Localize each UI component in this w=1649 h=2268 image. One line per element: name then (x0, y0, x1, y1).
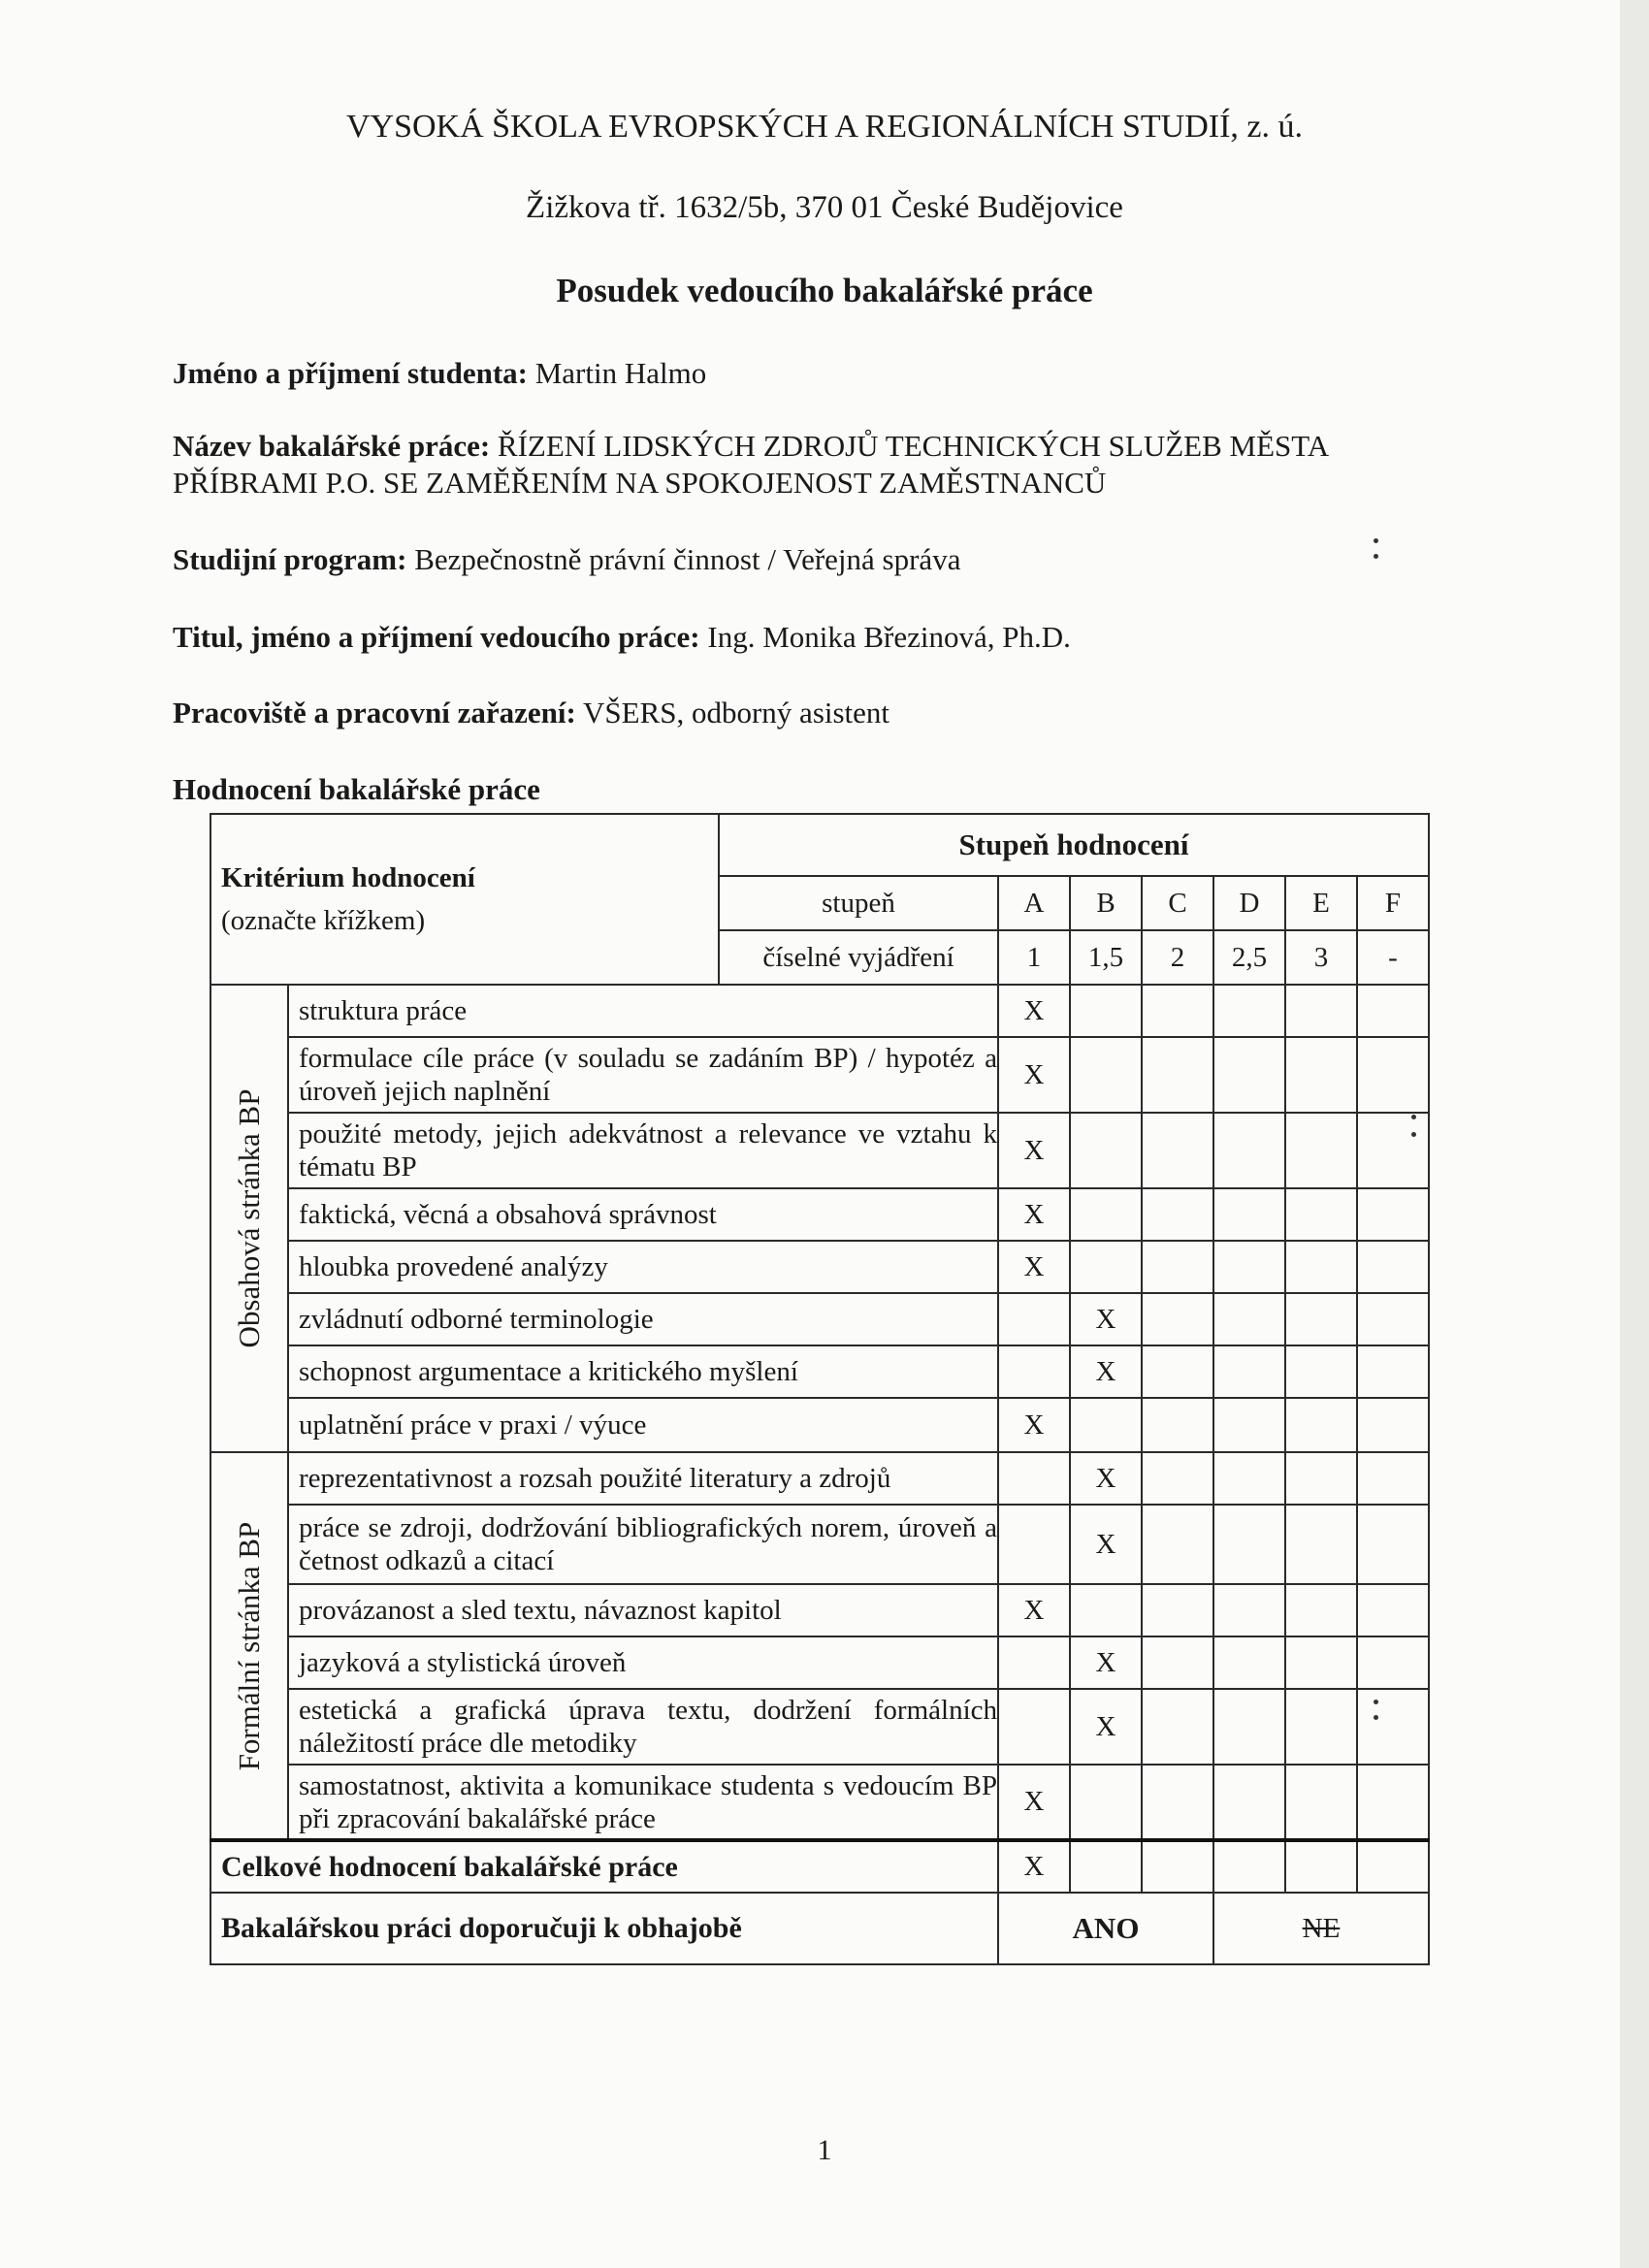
group-label: Obsahová stránka BP (232, 1088, 266, 1348)
grade-mark: X (1070, 1505, 1142, 1584)
grade-mark-cell (1213, 1505, 1285, 1584)
grade-mark-cell (1357, 1584, 1429, 1636)
grade-mark-cell (1142, 1840, 1213, 1893)
criterion-text: jazyková a stylistická úroveň (288, 1636, 998, 1689)
group-label: Formální stránka BP (232, 1521, 266, 1770)
grade-mark-cell (1285, 1037, 1357, 1113)
recommend-yes: ANO (998, 1893, 1213, 1964)
criterion-text: schopnost argumentace a kritického myšlení (288, 1345, 998, 1398)
criterion-row (210, 1636, 1429, 1689)
grade-letter: B (1070, 876, 1142, 930)
grade-mark-cell (1070, 1113, 1142, 1188)
grade-mark-cell (998, 1689, 1070, 1765)
thesis-value-1: ŘÍZENÍ LIDSKÝCH ZDROJŮ TECHNICKÝCH SLUŽEB MĚSTA (497, 429, 1330, 463)
grade-mark-cell (998, 1452, 1070, 1505)
grade-mark-cell (1142, 1765, 1213, 1840)
workplace-value: VŠERS, odborný asistent (583, 696, 890, 729)
grade-mark-cell (1070, 1584, 1142, 1636)
grade-mark-cell (1285, 1584, 1357, 1636)
grade-mark-cell (1213, 1345, 1285, 1398)
program-value: Bezpečnostně právní činnost / Veřejná správa (414, 542, 961, 576)
criterion-row (210, 1037, 1429, 1113)
grade-mark-cell (1357, 1452, 1429, 1505)
grade-letter: C (1142, 876, 1213, 930)
grade-mark-cell (1357, 1765, 1429, 1840)
grade-mark-cell (1213, 1689, 1285, 1765)
grade-mark: X (1070, 1636, 1142, 1689)
grade-mark-cell (1142, 1584, 1213, 1636)
criterion-text: použité metody, jejich adekvátnost a relevance ve vztahu k tématu BP (288, 1113, 998, 1188)
grade-numeric: 2 (1142, 930, 1213, 985)
grade-mark-cell (1213, 1113, 1285, 1188)
grade-mark-cell (1357, 1636, 1429, 1689)
student-value: Martin Halmo (534, 356, 707, 390)
grade-mark: X (998, 1584, 1070, 1636)
grade-mark-cell (1213, 1241, 1285, 1293)
criterion-row (210, 1689, 1429, 1765)
grade-mark: X (998, 1037, 1070, 1113)
grade-mark: X (1070, 1689, 1142, 1765)
grade-mark-cell (1357, 1241, 1429, 1293)
grade-mark-cell (998, 1505, 1070, 1584)
program-line: Studijní program: Bezpečnostně právní činnost / Veřejná správa (173, 542, 961, 576)
grade-mark: X (998, 985, 1070, 1037)
grade-mark-cell (1213, 1037, 1285, 1113)
grade-mark: X (998, 1398, 1070, 1452)
thesis-label: Název bakalářské práce (173, 429, 480, 463)
workplace-line: Pracoviště a pracovní zařazení: VŠERS, odborný asistent (173, 696, 890, 729)
grade-mark-cell (1213, 1452, 1285, 1505)
criterion-row (210, 1188, 1429, 1241)
criterion-row (210, 1398, 1429, 1452)
grade-numeric: 1,5 (1070, 930, 1142, 985)
supervisor-value: Ing. Monika Březinová, Ph.D. (707, 620, 1071, 654)
section-title: Hodnocení bakalářské práce (173, 772, 540, 806)
criterion-text: hloubka provedené analýzy (288, 1241, 998, 1293)
grade-mark-cell (1070, 1840, 1142, 1893)
scan-speck (1374, 1715, 1378, 1720)
supervisor-label: Titul, jméno a příjmení vedoucího práce (173, 620, 691, 654)
grade-letter: E (1285, 876, 1357, 930)
grade-mark: X (1070, 1345, 1142, 1398)
criterion-text: uplatnění práce v praxi / výuce (288, 1398, 998, 1452)
criterion-header-cell (210, 814, 719, 985)
scan-speck (1411, 1115, 1416, 1119)
grade-mark-cell (1357, 1188, 1429, 1241)
grade-mark-cell (1285, 1188, 1357, 1241)
grade-mark-cell (1142, 1345, 1213, 1398)
grade-mark-cell (1070, 1765, 1142, 1840)
grade-mark-cell (1070, 1037, 1142, 1113)
scan-speck (1411, 1132, 1416, 1137)
grade-mark-cell (1357, 1398, 1429, 1452)
grade-mark: X (1070, 1452, 1142, 1505)
criterion-text: estetická a grafická úprava textu, dodržení formálních náležitostí práce dle metodiky (288, 1689, 998, 1765)
grade-row-label: stupeň (719, 876, 998, 930)
grade-mark-cell (1213, 1398, 1285, 1452)
grade-mark-cell (1357, 1840, 1429, 1893)
criterion-text: práce se zdroji, dodržování bibliografických norem, úroveň a četnost odkazů a citací (288, 1505, 998, 1584)
grade-mark-cell (1357, 1505, 1429, 1584)
grade-numeric: - (1357, 930, 1429, 985)
program-label: Studijní program (173, 542, 398, 576)
grade-mark-cell (998, 1345, 1070, 1398)
grade-mark-cell (1285, 1452, 1357, 1505)
grade-mark-cell (1213, 1765, 1285, 1840)
grade-mark-cell (1285, 1345, 1357, 1398)
grade-mark-cell (1213, 1636, 1285, 1689)
scan-speck (1374, 538, 1378, 543)
grade-mark-cell (1357, 1113, 1429, 1188)
grade-mark-cell (1142, 1452, 1213, 1505)
grade-mark-cell (1285, 1293, 1357, 1345)
page-number: 1 (817, 2134, 832, 2166)
grade-mark-cell (1142, 1689, 1213, 1765)
criterion-text: faktická, věcná a obsahová správnost (288, 1188, 998, 1241)
grade-mark: X (998, 1188, 1070, 1241)
grade-mark-cell (1285, 1241, 1357, 1293)
supervisor-line: Titul, jméno a příjmení vedoucího práce: Ing. Monika Březinová, Ph.D. (173, 620, 1071, 654)
grade-mark-cell (1285, 1765, 1357, 1840)
criterion-sub: (označte křížkem) (221, 905, 426, 936)
criterion-text: struktura práce (288, 985, 998, 1037)
recommend-no: NE (1213, 1893, 1429, 1964)
grade-mark-cell (1213, 1293, 1285, 1345)
overall-row (210, 1840, 1429, 1893)
criterion-row (210, 1505, 1429, 1584)
criterion-row (210, 1113, 1429, 1188)
criterion-header: Kritérium hodnocení (221, 862, 475, 893)
grade-mark: X (998, 1765, 1070, 1840)
grade-mark-cell (1142, 1241, 1213, 1293)
grade-mark-cell (1357, 1689, 1429, 1765)
grade-mark-cell (1142, 985, 1213, 1037)
grade-mark-cell (1142, 1113, 1213, 1188)
school-address: Žižkova tř. 1632/5b, 370 01 České Budějovice (526, 190, 1123, 225)
grade-mark-cell (1070, 1188, 1142, 1241)
recommend-label: Bakalářskou práci doporučuji k obhajobě (210, 1893, 998, 1964)
grade-letter: D (1213, 876, 1285, 930)
overall-mark: X (998, 1840, 1070, 1893)
grade-mark-cell (1357, 985, 1429, 1037)
grade-mark-cell (1070, 1398, 1142, 1452)
student-line: Jméno a příjmení studenta: Martin Halmo (173, 356, 707, 390)
grade-mark-cell (1285, 985, 1357, 1037)
grade-mark-cell (1285, 1840, 1357, 1893)
grade-mark-cell (1070, 985, 1142, 1037)
grade-letter: F (1357, 876, 1429, 930)
grade-mark-cell (1213, 1188, 1285, 1241)
grade-mark-cell (1285, 1636, 1357, 1689)
grade-mark-cell (1357, 1345, 1429, 1398)
grade-mark-cell (1357, 1037, 1429, 1113)
criterion-text: provázanost a sled textu, návaznost kapitol (288, 1584, 998, 1636)
grade-mark-cell (1285, 1113, 1357, 1188)
grade-mark-cell (998, 1636, 1070, 1689)
grade-numeric: 3 (1285, 930, 1357, 985)
scan-speck (1374, 554, 1378, 559)
numeric-row-label: číselné vyjádření (719, 930, 998, 985)
scan-edge (1620, 0, 1649, 2268)
document-title: Posudek vedoucího bakalářské práce (556, 272, 1093, 309)
grade-mark: X (1070, 1293, 1142, 1345)
grade-mark-cell (1213, 1584, 1285, 1636)
criterion-row (210, 1765, 1429, 1840)
grade-header: Stupeň hodnocení (719, 814, 1429, 876)
grade-mark-cell (1285, 1689, 1357, 1765)
workplace-label: Pracoviště a pracovní zařazení (173, 696, 566, 729)
scan-speck (1374, 1700, 1378, 1704)
grade-mark-cell (1357, 1293, 1429, 1345)
evaluation-table (210, 813, 1430, 1965)
grade-mark-cell (1142, 1188, 1213, 1241)
school-name: VYSOKÁ ŠKOLA EVROPSKÝCH A REGIONÁLNÍCH STUDIÍ, z. ú. (345, 109, 1304, 145)
grade-mark-cell (1142, 1398, 1213, 1452)
thesis-line: Název bakalářské práce: ŘÍZENÍ LIDSKÝCH ZDROJŮ TECHNICKÝCH SLUŽEB MĚSTA (173, 429, 1330, 463)
criterion-text: formulace cíle práce (v souladu se zadáním BP) / hypotéz a úroveň jejich naplnění (288, 1037, 998, 1113)
grade-letter: A (998, 876, 1070, 930)
grade-mark-cell (1285, 1398, 1357, 1452)
group-label-cell (210, 1452, 288, 1840)
grade-mark-cell (998, 1293, 1070, 1345)
criterion-text: zvládnutí odborné terminologie (288, 1293, 998, 1345)
grade-numeric: 1 (998, 930, 1070, 985)
grade-mark-cell (1142, 1037, 1213, 1113)
grade-numeric: 2,5 (1213, 930, 1285, 985)
criterion-text: reprezentativnost a rozsah použité literatury a zdrojů (288, 1452, 998, 1505)
grade-mark-cell (1070, 1241, 1142, 1293)
recommend-row (210, 1893, 1429, 1964)
grade-mark-cell (1142, 1636, 1213, 1689)
group-label-cell (210, 985, 288, 1452)
criterion-row (210, 985, 1429, 1037)
grade-mark-cell (1213, 1840, 1285, 1893)
criterion-row (210, 1293, 1429, 1345)
grade-mark-cell (1142, 1293, 1213, 1345)
grade-mark: X (998, 1113, 1070, 1188)
overall-label: Celkové hodnocení bakalářské práce (210, 1840, 998, 1893)
criterion-row (210, 1584, 1429, 1636)
criterion-row (210, 1241, 1429, 1293)
header-row-1 (210, 814, 1429, 876)
grade-mark-cell (1142, 1505, 1213, 1584)
grade-mark: X (998, 1241, 1070, 1293)
criterion-row (210, 1345, 1429, 1398)
criterion-text: samostatnost, aktivita a komunikace studenta s vedoucím BP při zpracování bakalářské práce (288, 1765, 998, 1840)
grade-mark-cell (1213, 985, 1285, 1037)
student-label: Jméno a příjmení studenta (173, 356, 518, 390)
criterion-row (210, 1452, 1429, 1505)
grade-mark-cell (1285, 1505, 1357, 1584)
thesis-value-2: PŘÍBRAMI P.O. SE ZAMĚŘENÍM NA SPOKOJENOST ZAMĚSTNANCŮ (173, 466, 1107, 500)
